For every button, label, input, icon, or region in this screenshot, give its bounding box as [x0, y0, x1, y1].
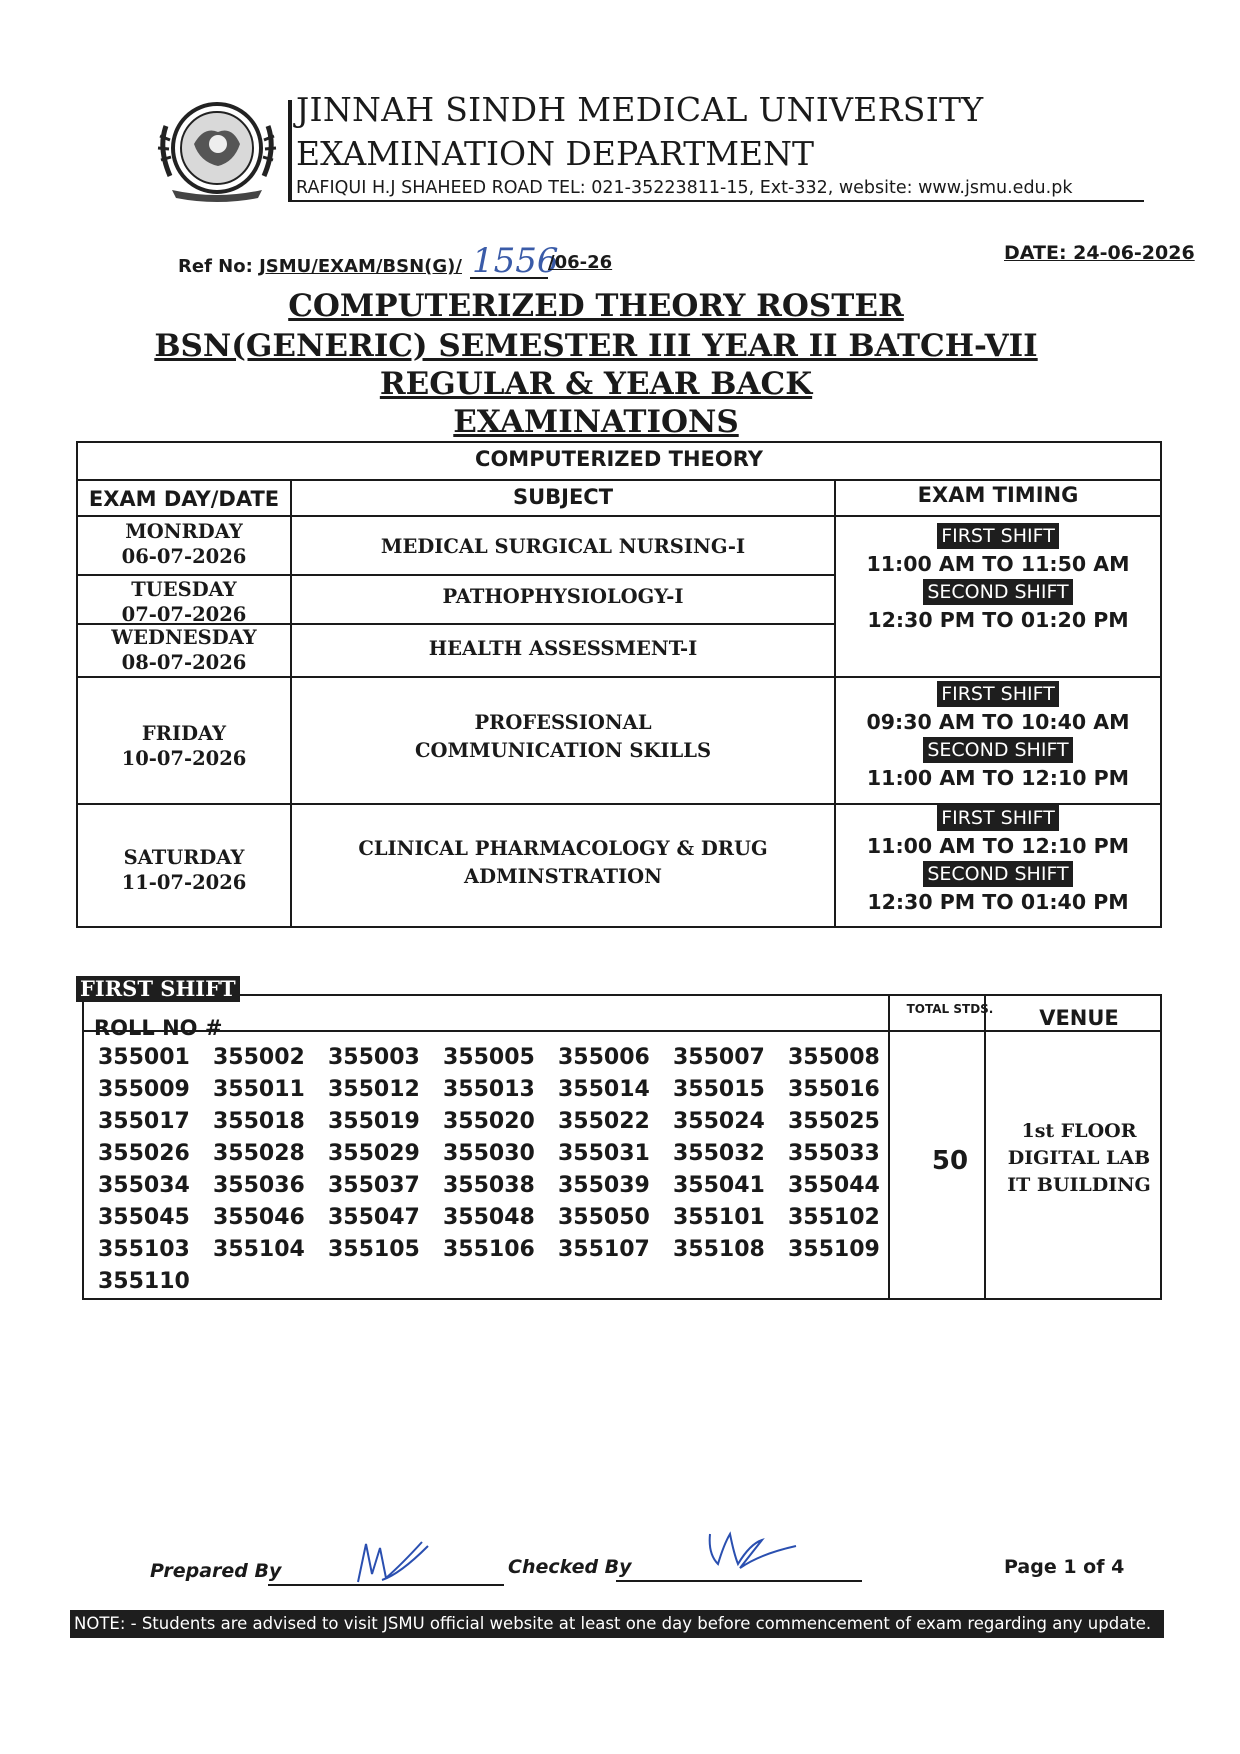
checked-by-label: Checked By: [508, 1556, 632, 1578]
row-day-date: [78, 519, 290, 569]
subject-name: PATHOPHYSIOLOGY-I: [442, 585, 684, 608]
second-shift-badge: SECOND SHIFT: [923, 861, 1072, 887]
roll-number: 355012: [328, 1077, 420, 1102]
day-name: WEDNESDAY: [111, 626, 257, 649]
roll-number: 355009: [98, 1077, 190, 1102]
roll-number: 355024: [673, 1109, 765, 1134]
timing-block: [836, 681, 1160, 793]
subject-name: COMMUNICATION SKILLS: [414, 739, 712, 762]
checked-by-signature: [700, 1524, 800, 1580]
roll-number: 355032: [673, 1141, 765, 1166]
roll-number: 355026: [98, 1141, 190, 1166]
header-divider: [288, 100, 292, 202]
roll-number: 355048: [443, 1205, 535, 1230]
roll-number: 355019: [328, 1109, 420, 1134]
exam-date: 06-07-2026: [121, 545, 247, 568]
roll-number: 355107: [558, 1237, 650, 1262]
title-line-4: EXAMINATIONS: [453, 404, 739, 440]
page-number: Page 1 of 4: [1004, 1556, 1125, 1578]
department-name: EXAMINATION DEPARTMENT: [296, 134, 815, 173]
address-line: RAFIQUI H.J SHAHEED ROAD TEL: 021-35223811-15, Ext-332, website: www.jsmu.edu.pk: [296, 178, 1073, 198]
roll-number: 355101: [673, 1205, 765, 1230]
subject-cell: [292, 835, 834, 891]
second-shift-badge: SECOND SHIFT: [923, 579, 1072, 605]
ref-label: Ref No:: [178, 256, 253, 277]
roll-number: 355007: [673, 1045, 765, 1070]
venue-header: VENUE: [1039, 1006, 1119, 1030]
day-name: TUESDAY: [131, 578, 237, 601]
row-day-date: [78, 577, 290, 627]
roll-number: 355031: [558, 1141, 650, 1166]
roll-number: 355045: [98, 1205, 190, 1230]
first-shift-time: 11:00 AM TO 12:10 PM: [866, 834, 1130, 858]
table-line: [78, 676, 1160, 678]
subject-name: PROFESSIONAL: [474, 711, 652, 734]
ref-suffix: /06-26: [548, 252, 613, 273]
roll-number: 355106: [443, 1237, 535, 1262]
schedule-caption: COMPUTERIZED THEORY: [475, 447, 763, 471]
header-exam-timing: EXAM TIMING: [917, 483, 1079, 507]
ref-prefix: JSMU/EXAM/BSN(G)/: [259, 256, 462, 277]
title-line-1: COMPUTERIZED THEORY ROSTER: [288, 288, 904, 324]
roll-number: 355011: [213, 1077, 305, 1102]
subject-cell: [292, 635, 834, 663]
prepared-by-label: Prepared By: [150, 1560, 282, 1582]
second-shift-badge: SECOND SHIFT: [923, 737, 1072, 763]
roll-number: 355013: [443, 1077, 535, 1102]
exam-date: 08-07-2026: [121, 651, 247, 674]
subject-name: ADMINSTRATION: [464, 865, 662, 888]
roll-number: 355036: [213, 1173, 305, 1198]
roll-number: 355020: [443, 1109, 535, 1134]
roll-number: 355001: [98, 1045, 190, 1070]
schedule-table: [76, 441, 1162, 928]
ref-handwritten-text: 1556: [472, 241, 559, 281]
subject-name: HEALTH ASSESSMENT-I: [428, 637, 698, 660]
roll-number: 355050: [558, 1205, 650, 1230]
title-line-3: REGULAR & YEAR BACK: [379, 366, 813, 402]
subject-name: MEDICAL SURGICAL NURSING-I: [380, 535, 746, 558]
subject-cell: [292, 583, 834, 611]
roll-number: 355044: [788, 1173, 880, 1198]
roll-number: 355103: [98, 1237, 190, 1262]
university-seal-logo: [152, 96, 282, 206]
venue-value: [996, 1118, 1162, 1199]
roll-number: 355034: [98, 1173, 190, 1198]
roll-number: 355047: [328, 1205, 420, 1230]
roll-number: 355014: [558, 1077, 650, 1102]
venue-line: IT BUILDING: [1007, 1174, 1151, 1196]
roll-number: 355110: [98, 1269, 190, 1294]
roll-number: 355015: [673, 1077, 765, 1102]
roll-number: 355017: [98, 1109, 190, 1134]
timing-block: [836, 805, 1160, 917]
roll-number: 355104: [213, 1237, 305, 1262]
roll-number-grid: [98, 1042, 888, 1298]
roll-number: 355002: [213, 1045, 305, 1070]
day-name: MONRDAY: [125, 520, 243, 543]
first-shift-label: FIRST SHIFT: [76, 976, 240, 1002]
roll-number: 355006: [558, 1045, 650, 1070]
roll-number: 355108: [673, 1237, 765, 1262]
footer-note: NOTE: - Students are advised to visit JSMU official website at least one day before commencement of exam regarding any update.: [70, 1610, 1164, 1638]
second-shift-time: 12:30 PM TO 01:40 PM: [867, 890, 1129, 914]
roll-number: 355016: [788, 1077, 880, 1102]
roll-number: 355033: [788, 1141, 880, 1166]
roll-number: 355003: [328, 1045, 420, 1070]
roll-number-header: ROLL NO #: [94, 1016, 223, 1040]
roll-number: 355022: [558, 1109, 650, 1134]
roll-number: 355102: [788, 1205, 880, 1230]
second-shift-time: 11:00 AM TO 12:10 PM: [866, 766, 1130, 790]
roll-number: 355018: [213, 1109, 305, 1134]
roll-number: 355109: [788, 1237, 880, 1262]
venue-line: DIGITAL LAB: [1007, 1147, 1151, 1169]
row-day-date: [78, 625, 290, 675]
roll-number: 355041: [673, 1173, 765, 1198]
first-shift-badge: FIRST SHIFT: [937, 805, 1059, 831]
row-day-date: [78, 845, 290, 895]
roll-number: 355037: [328, 1173, 420, 1198]
first-shift-roll-table: [82, 994, 1162, 1300]
roll-number: 355046: [213, 1205, 305, 1230]
roll-number: 355005: [443, 1045, 535, 1070]
roll-number: 355008: [788, 1045, 880, 1070]
day-name: SATURDAY: [123, 846, 245, 869]
roll-number: 355028: [213, 1141, 305, 1166]
subject-cell: [292, 709, 834, 765]
roll-number: 355029: [328, 1141, 420, 1166]
second-shift-time: 12:30 PM TO 01:20 PM: [867, 608, 1129, 632]
document-date: DATE: 24-06-2026: [1004, 242, 1195, 264]
header-subject: SUBJECT: [512, 485, 614, 509]
subject-name: CLINICAL PHARMACOLOGY & DRUG: [358, 837, 768, 860]
subject-cell: [292, 533, 834, 561]
row-day-date: [78, 721, 290, 771]
total-students-header: TOTAL STDS.: [906, 1002, 994, 1016]
roll-number: 355025: [788, 1109, 880, 1134]
roll-number: 355039: [558, 1173, 650, 1198]
university-name: JINNAH SINDH MEDICAL UNIVERSITY: [296, 90, 984, 129]
table-line: [84, 1030, 1160, 1032]
timing-block: [836, 523, 1160, 635]
reference-number: [178, 256, 462, 277]
roll-number: 355105: [328, 1237, 420, 1262]
day-name: FRIDAY: [141, 722, 227, 745]
ref-handwritten-number: [470, 236, 559, 282]
table-line: [78, 515, 1160, 517]
title-line-2: BSN(GENERIC) SEMESTER III YEAR II BATCH-VII: [154, 328, 1038, 364]
table-line: [78, 479, 1160, 481]
checked-by-line: [616, 1580, 862, 1582]
address-underline: [292, 200, 1144, 202]
total-students-value: 50: [931, 1146, 969, 1176]
roll-number: 355030: [443, 1141, 535, 1166]
first-shift-time: 11:00 AM TO 11:50 AM: [866, 552, 1130, 576]
exam-date: 07-07-2026: [121, 603, 247, 626]
exam-date: 11-07-2026: [121, 871, 247, 894]
roll-number: 355038: [443, 1173, 535, 1198]
first-shift-badge: FIRST SHIFT: [937, 523, 1059, 549]
first-shift-badge: FIRST SHIFT: [937, 681, 1059, 707]
exam-date: 10-07-2026: [121, 747, 247, 770]
venue-line: 1st FLOOR: [1021, 1120, 1137, 1142]
table-line: [78, 574, 836, 576]
first-shift-time: 09:30 AM TO 10:40 AM: [866, 710, 1130, 734]
header-exam-day-date: EXAM DAY/DATE: [88, 487, 280, 511]
prepared-by-signature: [352, 1534, 432, 1590]
